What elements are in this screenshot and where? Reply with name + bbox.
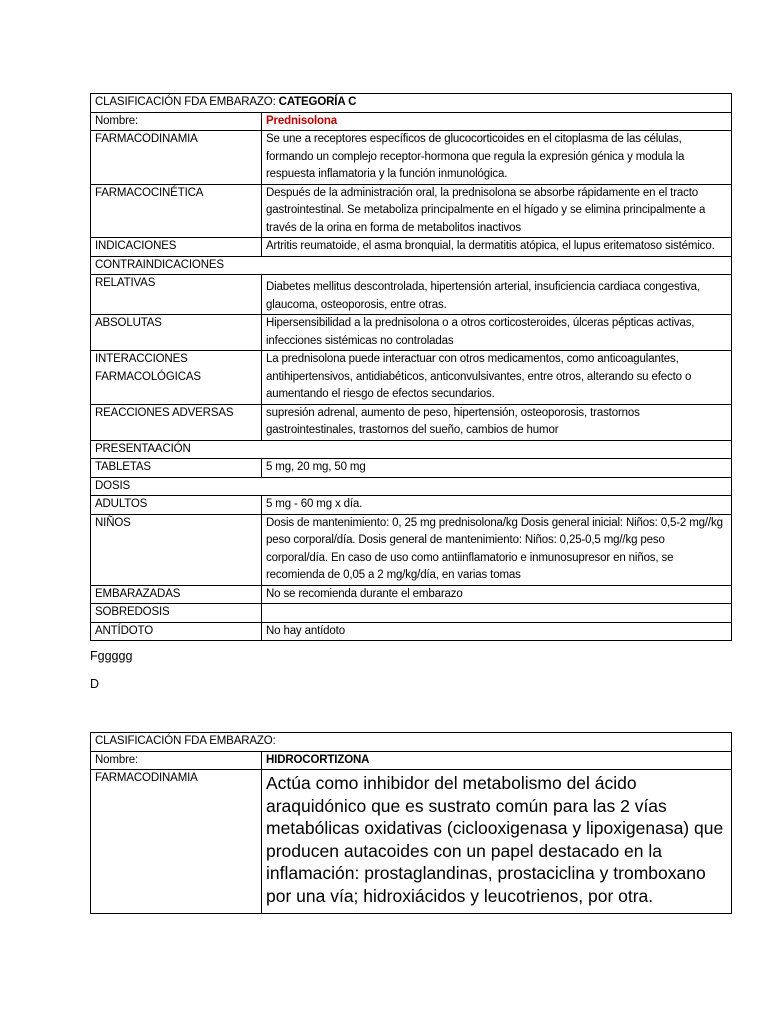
name-row: [91, 112, 732, 131]
row-value: supresión adrenal, aumento de peso, hipertensión, osteoporosis, trastornos gastrointestinales, trastornos del sueño, cambios de humor: [262, 404, 732, 440]
row-label: INDICACIONES: [91, 238, 262, 257]
stray-text: D: [90, 677, 100, 691]
row-label: INTERACCIONES FARMACOLÓGICAS: [91, 351, 262, 405]
row-label: ANTÍDOTO: [91, 622, 262, 641]
row-value: Después de la administración oral, la prednisolona se absorbe rápidamente en el tracto gastrointestinal. Se metaboliza principalmente en el hígado y se elimina principalmente a través de la orina en forma de metabolitos inactivos: [262, 184, 732, 238]
drug-name: Prednisolona: [262, 112, 732, 131]
row-value: Actúa como inhibidor del metabolismo del ácido araquidónico que es sustrato común para las 2 vías metabólicas oxidativas (ciclooxigenasa y lipoxigenasa) que producen autacoides con un papel destacado en la inflamación: prostaglandinas, prostaciclina y tromboxano por una vía; hidroxiácidos y leucotrienos, por otra.: [262, 770, 732, 914]
name-label: Nombre:: [91, 112, 262, 131]
fda-classification-label: CLASIFICACIÓN FDA EMBARAZO:: [95, 96, 279, 108]
section-label: DOSIS: [91, 477, 732, 496]
row-label: REACCIONES ADVERSAS: [91, 404, 262, 440]
row-label: FARMACODINAMIA: [91, 131, 262, 185]
row-value: Diabetes mellitus descontrolada, hipertensión arterial, insuficiencia cardiaca congestiva, glaucoma, osteoporosis, entre otras.: [262, 275, 732, 315]
row-value: 5 mg - 60 mg x día.: [262, 496, 732, 515]
fda-classification-label: CLASIFICACIÓN FDA EMBARAZO:: [91, 733, 732, 752]
name-row: [91, 751, 732, 770]
prednisolona-table: [90, 93, 732, 641]
table-row: [91, 496, 732, 515]
table-row: [91, 238, 732, 257]
table-row: [91, 585, 732, 604]
row-label: ADULTOS: [91, 496, 262, 515]
table-row: [91, 131, 732, 185]
row-label: EMBARAZADAS: [91, 585, 262, 604]
table-row: [91, 184, 732, 238]
row-label: FARMACOCINÉTICA: [91, 184, 262, 238]
row-label: NIÑOS: [91, 514, 262, 585]
table-row: [91, 256, 732, 275]
drug-name: HIDROCORTIZONA: [262, 751, 732, 770]
row-label: TABLETAS: [91, 459, 262, 478]
row-label: RELATIVAS: [91, 275, 262, 315]
row-label: ABSOLUTAS: [91, 315, 262, 351]
row-label: SOBREDOSIS: [91, 604, 262, 623]
table-row: [91, 770, 732, 914]
row-value: No hay antídoto: [262, 622, 732, 641]
section-label: CONTRAINDICACIONES: [91, 256, 732, 275]
row-value: No se recomienda durante el embarazo: [262, 585, 732, 604]
table-row: [91, 459, 732, 478]
table-row: [91, 440, 732, 459]
fda-classification-row: [91, 733, 732, 752]
table-row: [91, 315, 732, 351]
table-row: [91, 622, 732, 641]
name-label: Nombre:: [91, 751, 262, 770]
row-value: [262, 604, 732, 623]
row-value: Hipersensibilidad a la prednisolona o a otros corticosteroides, úlceras pépticas activas, infecciones sistémicas no controladas: [262, 315, 732, 351]
table-row: [91, 404, 732, 440]
hidrocortizona-table: [90, 732, 732, 914]
table-row: [91, 604, 732, 623]
table-row: [91, 275, 732, 315]
row-value: Dosis de mantenimiento: 0, 25 mg prednisolona/kg Dosis general inicial: Niños: 0,5-2 mg//kg peso corporal/día. Dosis general de mantenimiento: Niños: 0,25-0,5 mg//kg peso corporal/día. En caso de uso como antiinflamatorio e inmunosupresor en niños, se recomienda de 0,05 a 2 mg/kg/día, en varias tomas: [262, 514, 732, 585]
fda-classification-row: [91, 94, 732, 113]
table-row: [91, 514, 732, 585]
fda-category-value: CATEGORÍA C: [278, 96, 357, 108]
row-value: La prednisolona puede interactuar con otros medicamentos, como anticoagulantes, antihipertensivos, antidiabéticos, anticonvulsivantes, entre otros, alterando su efecto o aumentando el riesgo de efectos secundarios.: [262, 351, 732, 405]
row-label: FARMACODINAMIA: [91, 770, 262, 914]
row-value: 5 mg, 20 mg, 50 mg: [262, 459, 732, 478]
table-row: [91, 351, 732, 405]
section-label: PRESENTAACIÓN: [91, 440, 732, 459]
fda-classification-cell: [91, 94, 732, 113]
table-row: [91, 477, 732, 496]
row-value: Se une a receptores específicos de glucocorticoides en el citoplasma de las células, formando un complejo receptor-hormona que regula la expresión génica y modula la respuesta inflamatoria y la función inmunológica.: [262, 131, 732, 185]
stray-text: Fggggg: [90, 649, 133, 663]
row-value: Artritis reumatoide, el asma bronquial, la dermatitis atópica, el lupus eritematoso sistémico.: [262, 238, 732, 257]
